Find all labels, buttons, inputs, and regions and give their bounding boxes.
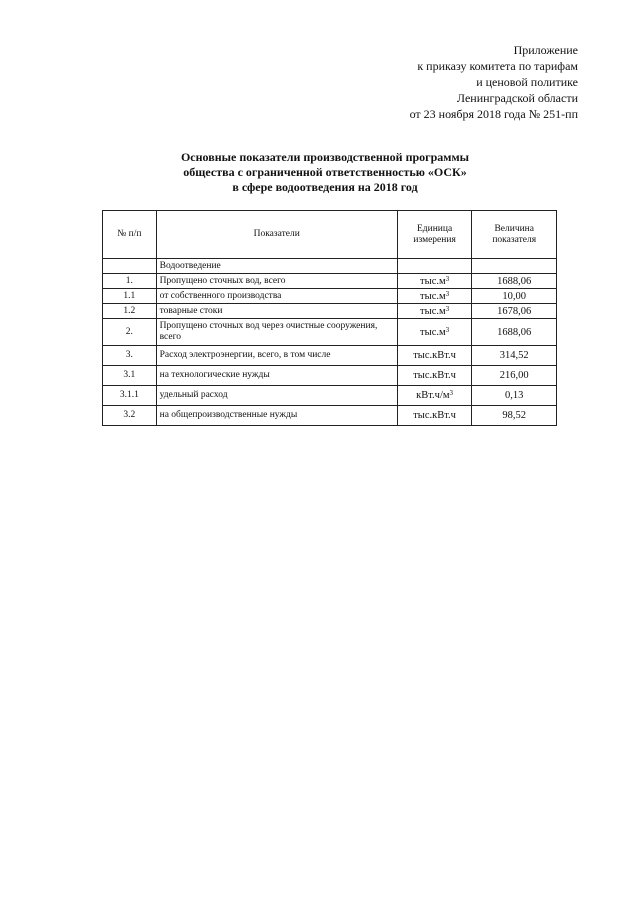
row-num: 3.1.1 (103, 386, 157, 406)
appendix-line: и ценовой политике (476, 75, 578, 89)
row-num: 1.1 (103, 289, 157, 304)
header-indicator: Показатели (156, 211, 397, 259)
row-indicator: Пропущено сточных вод, всего (156, 274, 397, 289)
title-line: в сфере водоотведения на 2018 год (232, 180, 418, 194)
row-value: 0,13 (472, 386, 557, 406)
header-unit: Единица измерения (397, 211, 472, 259)
appendix-line: к приказу комитета по тарифам (417, 59, 578, 73)
row-value: 216,00 (472, 366, 557, 386)
row-value: 1678,06 (472, 304, 557, 319)
row-value: 10,00 (472, 289, 557, 304)
row-indicator: на технологические нужды (156, 366, 397, 386)
appendix-line: от 23 ноября 2018 года № 251-пп (409, 107, 578, 121)
table-row (103, 319, 557, 346)
table-row (103, 386, 557, 406)
header-value: Величина показателя (472, 211, 557, 259)
table-cell (103, 259, 157, 274)
row-indicator: товарные стоки (156, 304, 397, 319)
row-unit: тыс.кВт.ч (397, 346, 472, 366)
row-unit: тыс.кВт.ч (397, 406, 472, 426)
table-cell (397, 259, 472, 274)
row-num: 3. (103, 346, 157, 366)
row-indicator: Пропущено сточных вод через очистные сооружения, всего (156, 319, 397, 346)
row-value: 1688,06 (472, 319, 557, 346)
row-num: 1.2 (103, 304, 157, 319)
row-num: 1. (103, 274, 157, 289)
row-unit: $тыс.м^3$ (397, 274, 472, 289)
section-row (103, 259, 557, 274)
title-line: Основные показатели производственной программы (180, 150, 470, 164)
table-row (103, 406, 557, 426)
row-unit: $тыс.м^3$ (397, 289, 472, 304)
row-indicator: удельный расход (156, 386, 397, 406)
row-indicator: от собственного производства (156, 289, 397, 304)
table-row (103, 346, 557, 366)
row-value: 314,52 (472, 346, 557, 366)
row-num: 3.2 (103, 406, 157, 426)
table-row (103, 304, 557, 319)
row-value: 98,52 (472, 406, 557, 426)
table-header-row (103, 211, 557, 259)
section-label: Водоотведение (156, 259, 397, 274)
header-num: № п/п (103, 211, 157, 259)
row-num: 3.1 (103, 366, 157, 386)
title-line: общества с ограниченной ответственностью «ОСК» (183, 165, 467, 179)
table-row (103, 289, 557, 304)
row-unit: $кВт.ч/м^3$ (397, 386, 472, 406)
row-indicator: на общепроизводственные нужды (156, 406, 397, 426)
table-row (103, 274, 557, 289)
document-title (100, 150, 550, 195)
table-row (103, 366, 557, 386)
indicators-table (102, 210, 557, 426)
row-unit: $тыс.м^3$ (397, 304, 472, 319)
row-num: 2. (103, 319, 157, 346)
appendix-line: Приложение (513, 43, 578, 57)
row-value: 1688,06 (472, 274, 557, 289)
appendix-line: Ленинградской области (456, 91, 578, 105)
row-unit: $тыс.м^3$ (397, 319, 472, 346)
row-unit: тыс.кВт.ч (397, 366, 472, 386)
row-indicator: Расход электроэнергии, всего, в том числе (156, 346, 397, 366)
table-cell (472, 259, 557, 274)
appendix-header (318, 42, 578, 122)
